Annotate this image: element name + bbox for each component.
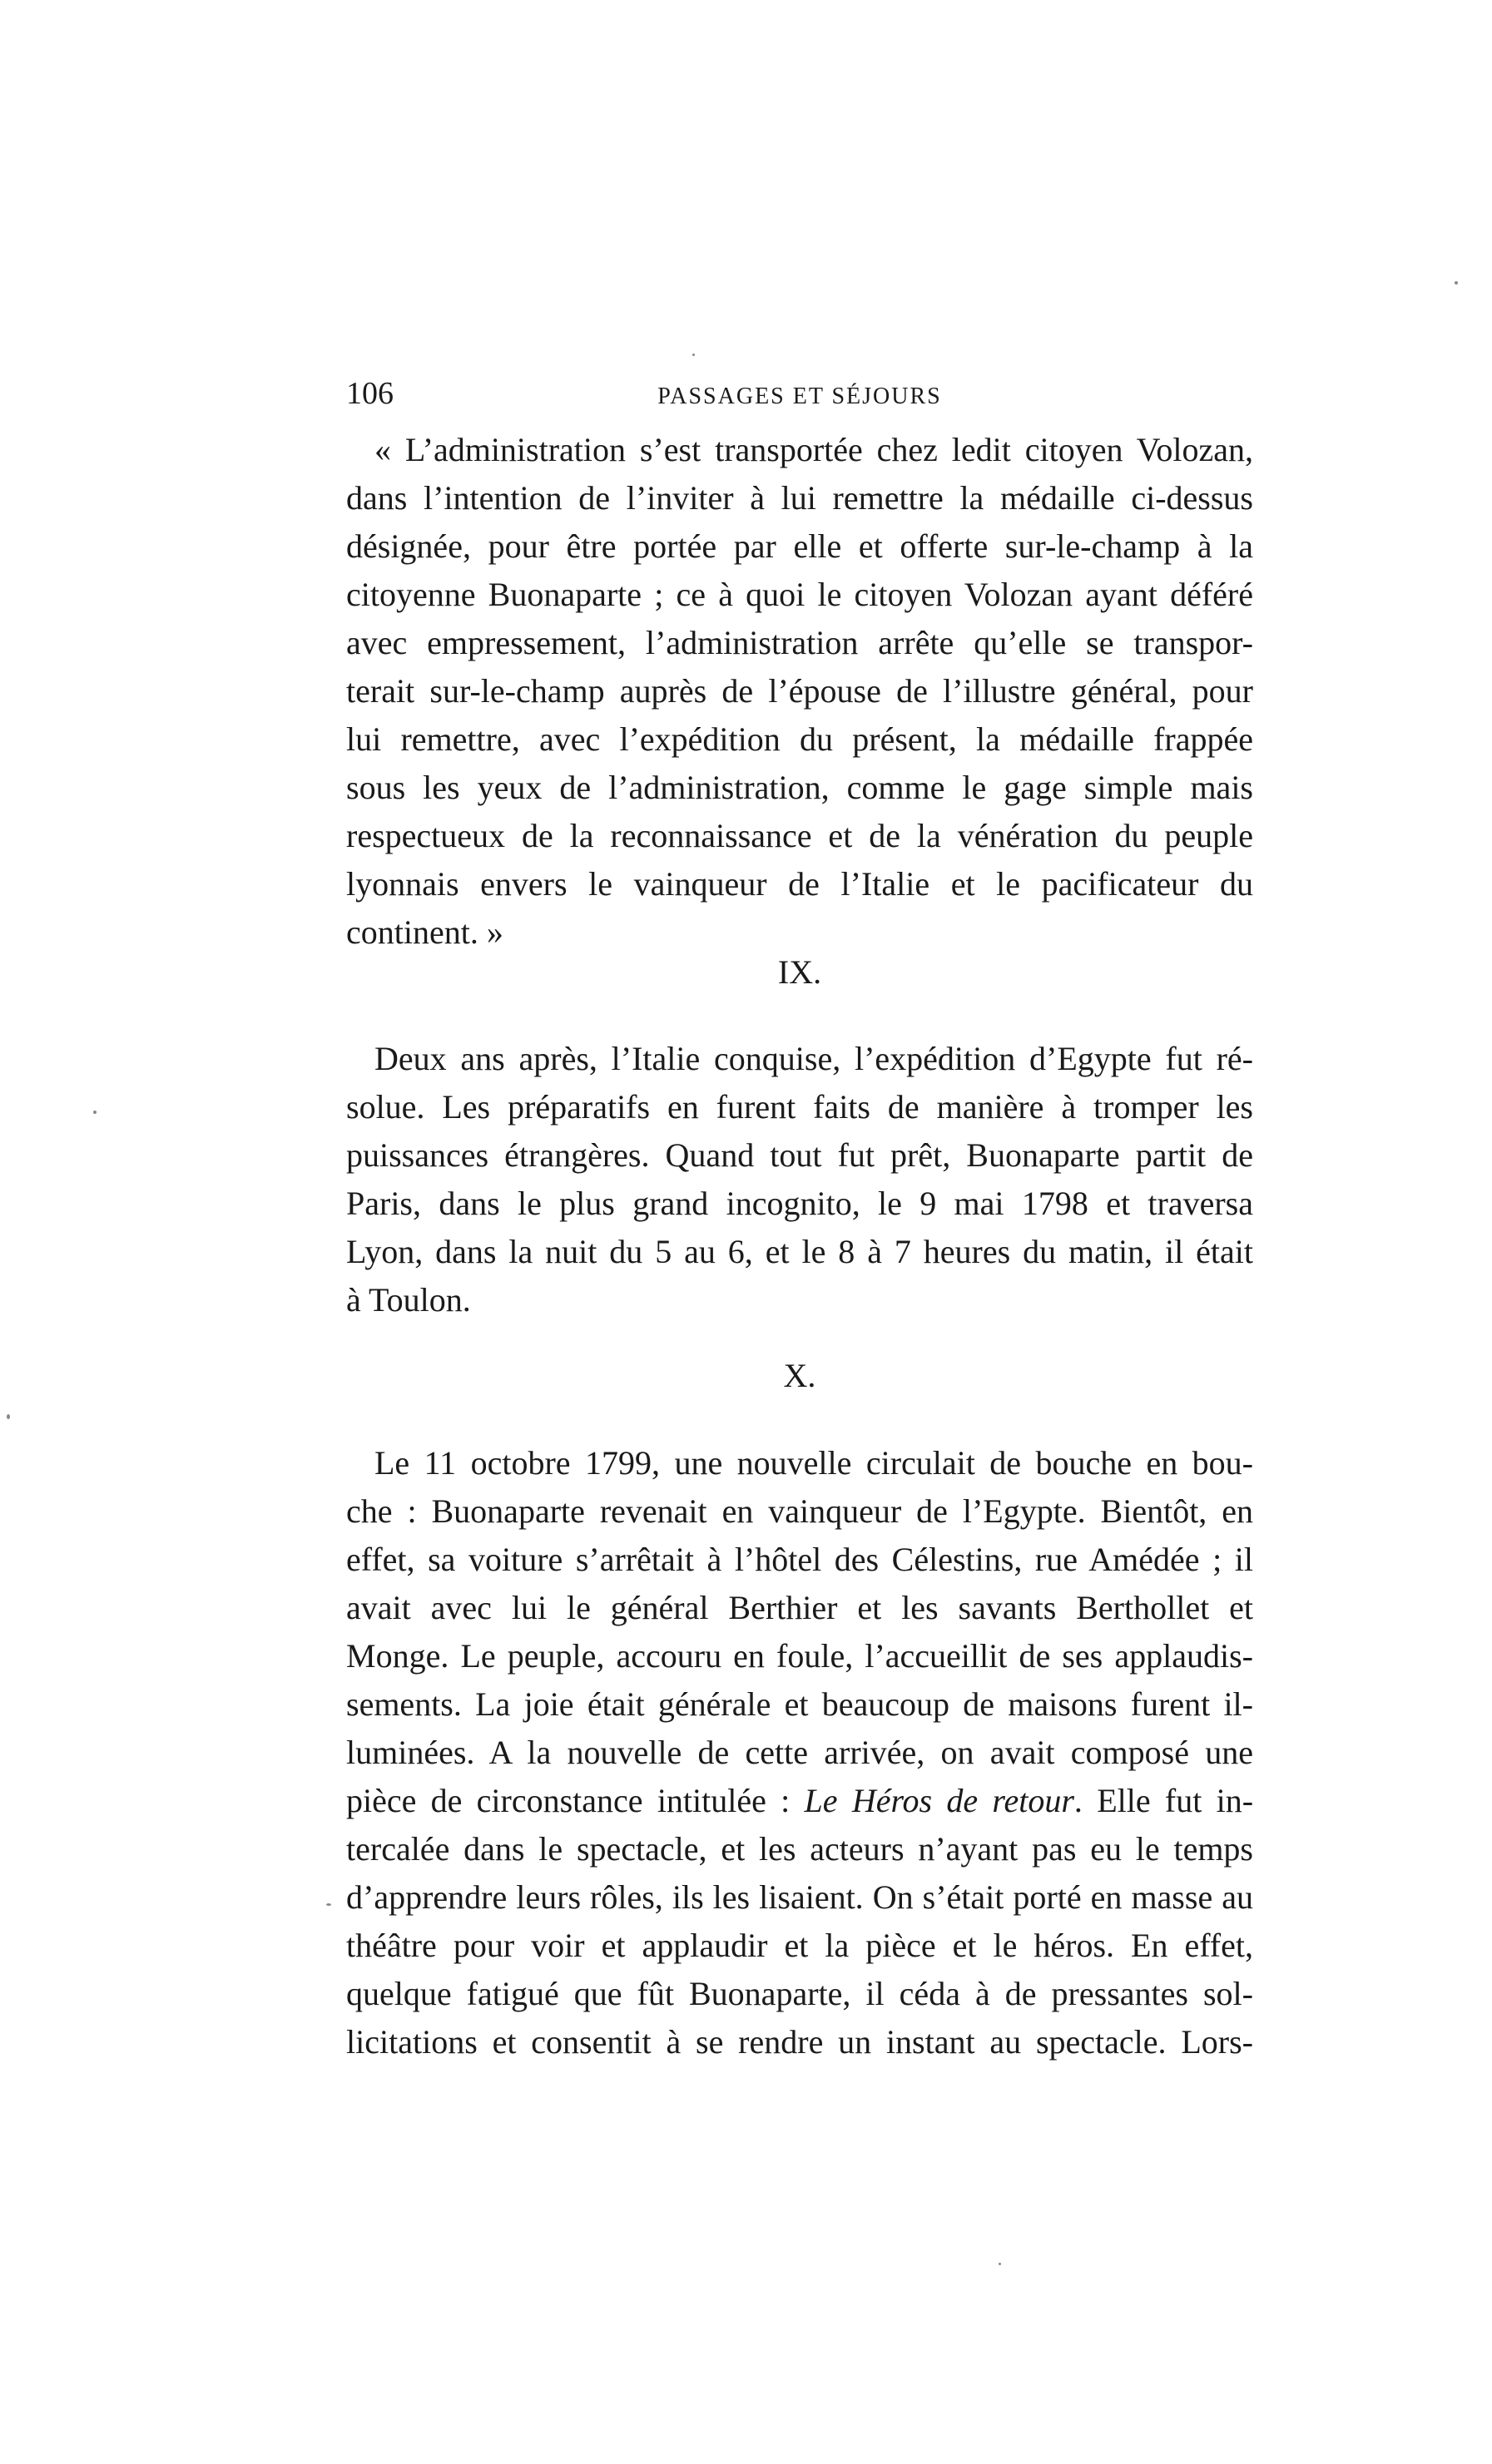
text-line: effet, sa voiture s’arrêtait à l’hôtel des Célestins, rue Amédée ; il [346,1541,1253,1578]
paragraph-section-x [346,1439,1253,2066]
paper-speck [93,1111,97,1114]
text-line: luminées. A la nouvelle de cette arrivée, on avait composé une [346,1734,1253,1771]
text-line-with-title [346,1777,1253,1825]
text-line: licitations et consentit à se rendre un instant au spectacle. Lors- [346,2023,1253,2061]
text-line: tercalée dans le spectacle, et les acteurs n’ayant pas eu le temps [346,1830,1253,1868]
text-line: che : Buonaparte revenait en vainqueur de l’Egypte. Bientôt, en [346,1492,1253,1530]
paragraph-section-ix [346,1035,1253,1324]
text-line: théâtre pour voir et applaudir et la pièce et le héros. En effet, [346,1927,1253,1964]
paper-speck [326,1903,331,1906]
text-line: dans l’intention de l’inviter à lui remettre la médaille ci-dessus [346,479,1253,517]
text-line: citoyenne Buonaparte ; ce à quoi le citoyen Volozan ayant déféré [346,576,1253,613]
text-line: d’apprendre leurs rôles, ils les lisaient. On s’était porté en masse au [346,1878,1253,1916]
text-line: Deux ans après, l’Italie conquise, l’expédition d’Egypte fut ré- [374,1040,1253,1077]
text-line: solue. Les préparatifs en furent faits de manière à tromper les [346,1088,1253,1126]
paper-speck [7,1414,10,1419]
page-header [346,373,1253,414]
text-line: respectueux de la reconnaissance et de la vénération du peuple [346,817,1253,854]
text-line: avait avec lui le général Berthier et les savants Berthollet et [346,1589,1253,1626]
text-line: lui remettre, avec l’expédition du présent, la médaille frappée [346,720,1253,758]
text-line: désignée, pour être portée par elle et offerte sur-le-champ à la [346,527,1253,565]
text-line: Monge. Le peuple, accouru en foule, l’accueillit de ses applaudis- [346,1637,1253,1675]
text-line: quelque fatigué que fût Buonaparte, il céda à de pressantes sol- [346,1975,1253,2012]
text-line: puissances étrangères. Quand tout fut prêt, Buonaparte partit de [346,1136,1253,1174]
page-number: 106 [346,376,394,411]
text-line: Lyon, dans la nuit du 5 au 6, et le 8 à 7 heures du matin, il était [346,1233,1253,1270]
play-title: Le Héros de retour [804,1782,1074,1819]
line-text-after: . Elle fut in- [1073,1782,1254,1819]
text-line: sous les yeux de l’administration, comme le gage simple mais [346,769,1253,806]
text-line: terait sur-le-champ auprès de l’épouse de l’illustre général, pour [346,672,1253,710]
text-line: lyonnais envers le vainqueur de l’Italie et le pacificateur du [346,865,1253,903]
section-heading-ix: IX. [777,953,822,991]
text-line: continent. » [346,913,503,951]
text-line: Paris, dans le plus grand incognito, le 9 mai 1798 et traversa [346,1185,1253,1222]
paper-speck [999,2263,1001,2265]
running-title: PASSAGES ET SÉJOURS [657,383,942,409]
text-line: avec empressement, l’administration arrête qu’elle se transpor- [346,624,1253,661]
paragraph-quotation [346,426,1253,957]
text-line: à Toulon. [346,1281,471,1319]
text-line: sements. La joie était générale et beaucoup de maisons furent il- [346,1685,1253,1723]
text-line: Le 11 octobre 1799, une nouvelle circulait de bouche en bou- [374,1444,1253,1482]
line-text-before: pièce de circonstance intitulée : [346,1782,805,1819]
section-heading-x: X. [783,1357,816,1394]
paper-speck [1455,281,1458,284]
text-line: « L’administration s’est transportée chez ledit citoyen Volozan, [374,431,1253,468]
paper-speck [692,354,695,356]
